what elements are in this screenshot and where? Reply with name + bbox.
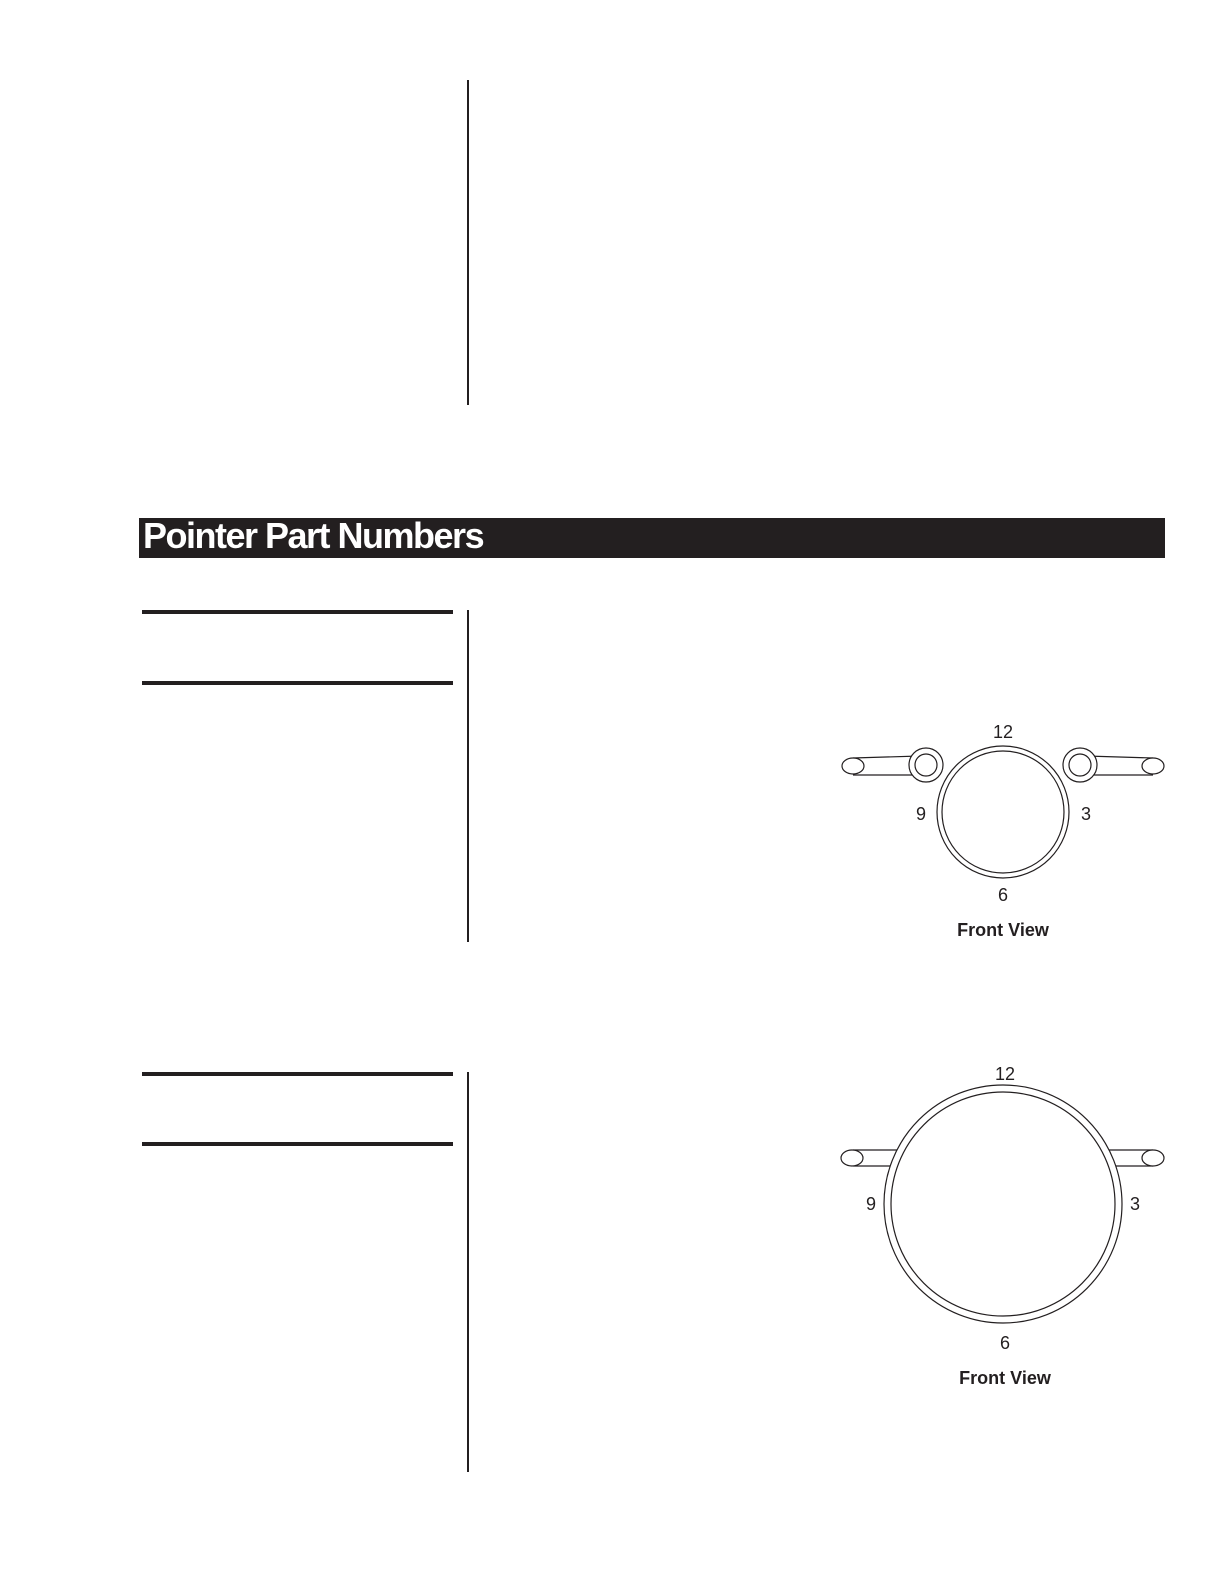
left-ear-boss-inner <box>915 754 937 776</box>
right-ear-hole <box>1142 758 1164 774</box>
small-gauge-front-view-figure <box>830 715 1180 950</box>
large-gauge-diagram <box>830 1055 1180 1400</box>
clock-label-6: 6 <box>997 885 1009 905</box>
clock-label-3: 3 <box>1080 804 1092 824</box>
figure-caption: Front View <box>957 920 1049 940</box>
left-ear-hole <box>842 758 864 774</box>
clock-label-6: 6 <box>999 1333 1011 1353</box>
clock-label-9: 9 <box>915 804 927 824</box>
right-ear-boss-inner <box>1069 754 1091 776</box>
clock-label-12: 12 <box>992 722 1014 742</box>
section-title: Pointer Part Numbers <box>143 515 484 556</box>
entry-2-bottom-rule <box>142 1142 453 1146</box>
entry-1-column-divider <box>467 610 469 942</box>
small-gauge-diagram <box>830 715 1180 950</box>
left-ear-hole <box>841 1150 863 1166</box>
clock-label-3: 3 <box>1129 1194 1141 1214</box>
gauge-bezel-outer <box>937 746 1069 878</box>
section-banner <box>139 515 1165 558</box>
entry-2-column-divider <box>467 1072 469 1472</box>
gauge-bezel-outer <box>884 1085 1122 1323</box>
upper-column-divider <box>467 80 469 405</box>
right-ear-hole <box>1142 1150 1164 1166</box>
clock-label-9: 9 <box>865 1194 877 1214</box>
entry-1-bottom-rule <box>142 681 453 685</box>
large-gauge-front-view-figure <box>830 1055 1180 1400</box>
entry-1-top-rule <box>142 610 453 614</box>
figure-caption: Front View <box>959 1368 1051 1388</box>
clock-label-12: 12 <box>994 1064 1016 1084</box>
entry-2-top-rule <box>142 1072 453 1076</box>
